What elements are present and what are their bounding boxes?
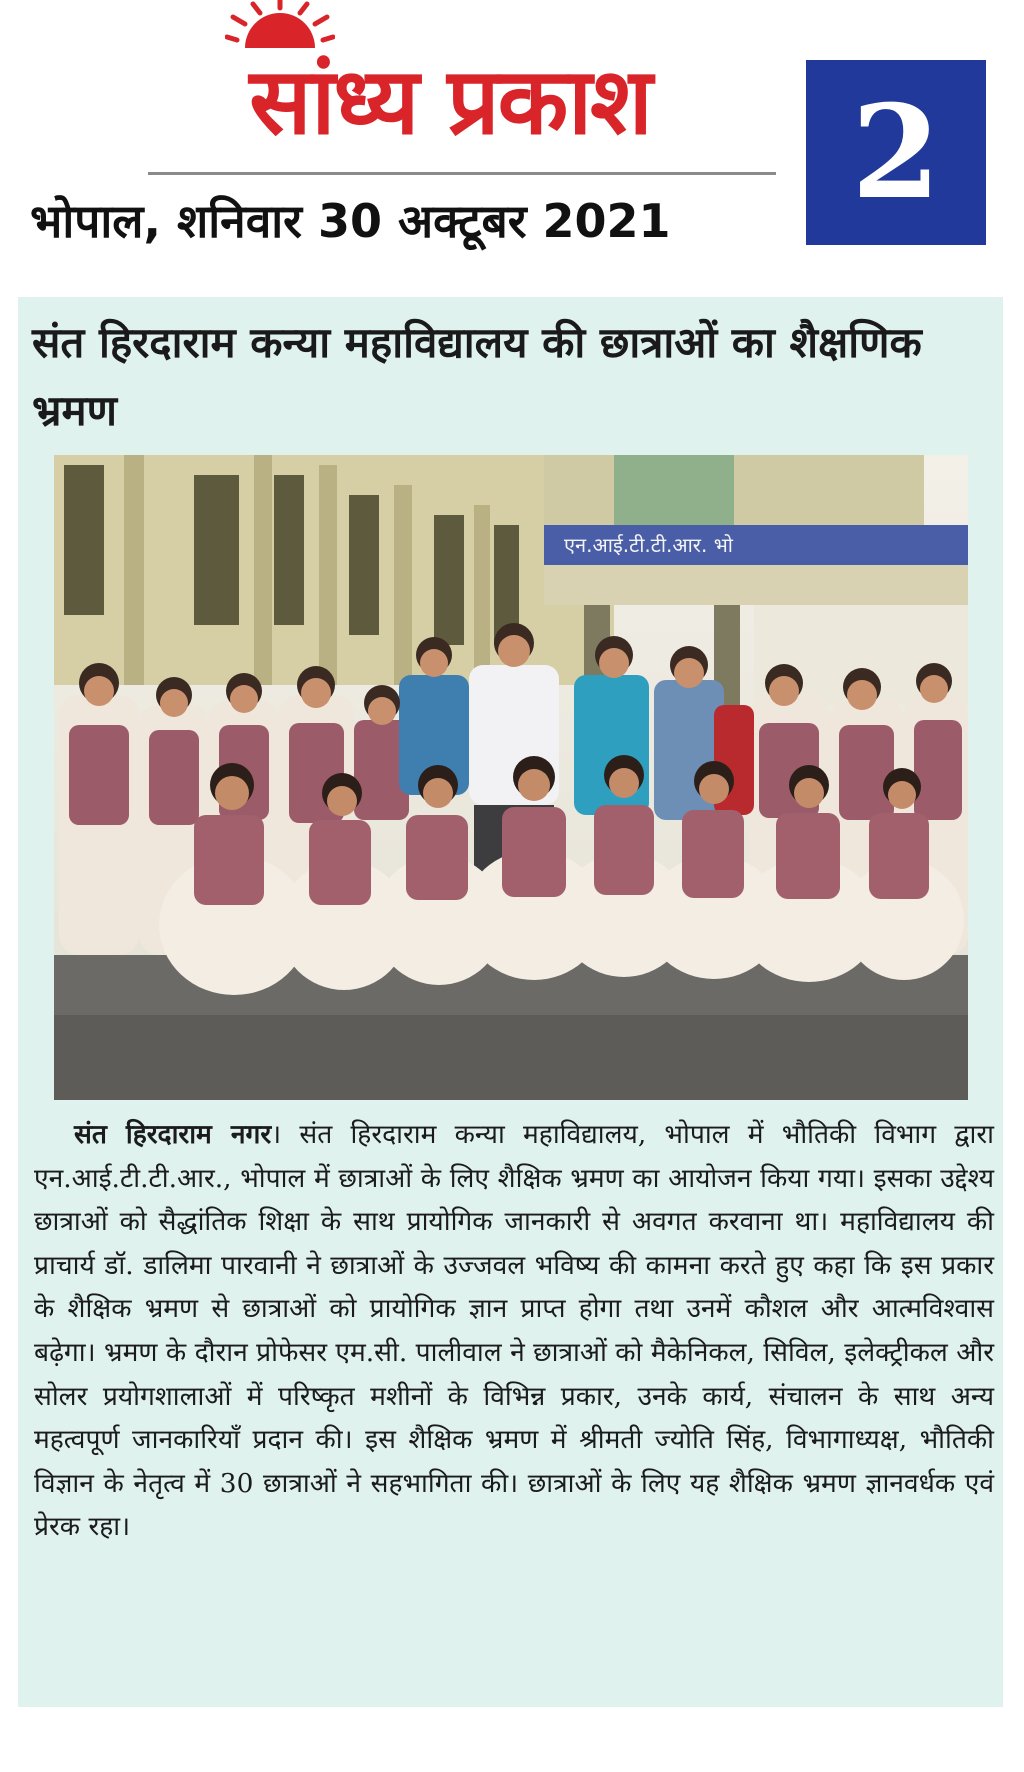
article-body: [34, 1113, 994, 1549]
article-body-text: । संत हिरदाराम कन्या महाविद्यालय, भोपाल में भौतिकी विभाग द्वारा एन.आई.टी.टी.आर., भोपाल में छात्राओं के लिए शैक्षिक भ्रमण का आयोजन किया गया। इसका उद्देश्य छात्राओं को सैद्धांतिक शिक्षा के साथ प्रायोगिक जानकारी से अवगत करवाना था। महाविद्यालय की प्राचार्य डॉ. डालिमा पारवानी ने छात्राओं के उज्जवल भविष्य की कामना करते हुए कहा कि इस प्रकार के शैक्षिक भ्रमण से छात्राओं को प्रायोगिक ज्ञान प्राप्त होगा तथा उनमें कौशल और आत्मविश्वास बढ़ेगा। भ्रमण के दौरान प्रोफेसर एम.सी. पालीवाल ने छात्राओं को मैकेनिकल, सिविल, इलेक्ट्रीकल और सोलर प्रयोगशालाओं में परिष्कृत मशीनों के विभिन्न प्रकार, उनके कार्य, संचालन के साथ अन्य महत्वपूर्ण जानकारियाँ प्रदान की। इस शैक्षिक भ्रमण में श्रीमती ज्योति सिंह, विभागाध्यक्ष, भौतिकी विज्ञान के नेतृत्व में 30 छात्राओं ने सहभागिता की। छात्राओं के लिए यह शैक्षिक भ्रमण ज्ञानवर्धक एवं प्रेरक रहा।: [34, 1119, 994, 1543]
page-number-box: [806, 60, 986, 245]
masthead: [0, 0, 1024, 290]
article-headline: संत हिरदाराम कन्या महाविद्यालय की छात्राओं का शैक्षणिक भ्रमण: [32, 318, 922, 435]
page-number: 2: [851, 77, 941, 228]
group-photo: [54, 455, 968, 1100]
news-article: [18, 297, 1003, 1707]
banner-sign-text: एन.आई.टी.टी.आर. भो: [564, 533, 733, 557]
article-dateline: संत हिरदाराम नगर: [74, 1119, 272, 1150]
dateline: भोपाल, शनिवार 30 अक्टूबर 2021: [30, 194, 671, 248]
masthead-rule: [148, 172, 776, 175]
group-photo-illustration: [54, 455, 968, 1100]
newspaper-logo: सांध्य प्रकाश: [249, 48, 651, 155]
rising-sun-icon: [225, 0, 335, 55]
